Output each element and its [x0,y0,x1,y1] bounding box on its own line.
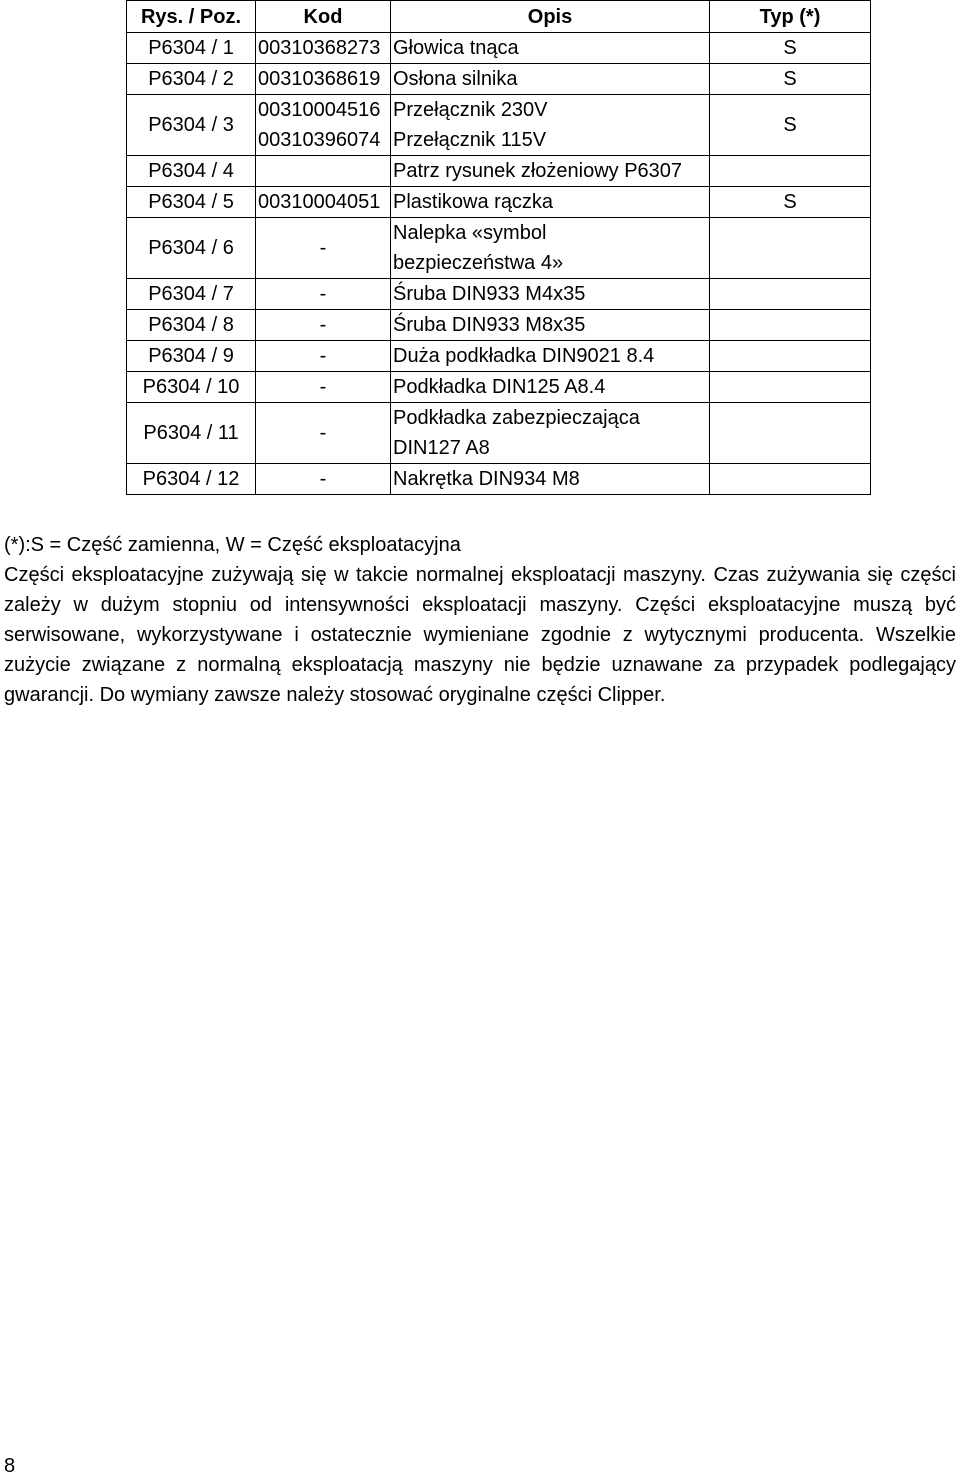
cell-kod [256,156,391,187]
table-row [127,95,871,156]
page-number: 8 [4,1455,16,1477]
opis-line-b: bezpieczeństwa 4» [393,252,564,274]
cell-poz: P6304 / 5 [127,187,256,218]
cell-typ: S [710,33,871,64]
cell-poz: P6304 / 12 [127,464,256,495]
cell-opis [391,218,710,279]
cell-poz: P6304 / 4 [127,156,256,187]
header-rys-poz: Rys. / Poz. [127,1,256,33]
cell-poz: P6304 / 2 [127,64,256,95]
opis-line-a: Przełącznik 230V [393,99,548,121]
cell-kod: - [256,310,391,341]
cell-kod: 00310368273 [256,33,391,64]
opis-line-a: Podkładka zabezpieczająca [393,407,640,429]
header-typ: Typ (*) [710,1,871,33]
header-kod: Kod [256,1,391,33]
kod-line-b: 00310396074 [258,129,381,151]
cell-opis [391,403,710,464]
cell-typ [710,341,871,372]
cell-kod: - [256,464,391,495]
cell-poz: P6304 / 3 [127,95,256,156]
cell-kod: - [256,403,391,464]
cell-poz: P6304 / 9 [127,341,256,372]
cell-typ [710,156,871,187]
footnote-section [0,530,960,710]
table-row [127,310,871,341]
cell-typ [710,279,871,310]
cell-kod: - [256,372,391,403]
cell-typ: S [710,187,871,218]
cell-typ [710,372,871,403]
table-row [127,187,871,218]
cell-kod [256,95,391,156]
cell-opis: Plastikowa rączka [391,187,710,218]
table-row [127,341,871,372]
cell-opis: Nakrętka DIN934 M8 [391,464,710,495]
table-row [127,279,871,310]
kod-line-a: 00310004516 [258,99,381,121]
cell-poz: P6304 / 8 [127,310,256,341]
cell-opis: Patrz rysunek złożeniowy P6307 [391,156,710,187]
cell-typ: S [710,64,871,95]
header-opis: Opis [391,1,710,33]
cell-poz: P6304 / 10 [127,372,256,403]
cell-opis: Podkładka DIN125 A8.4 [391,372,710,403]
cell-typ [710,310,871,341]
cell-poz: P6304 / 6 [127,218,256,279]
cell-opis: Głowica tnąca [391,33,710,64]
table-row [127,372,871,403]
cell-typ [710,218,871,279]
cell-kod: - [256,218,391,279]
cell-kod: - [256,341,391,372]
cell-opis: Śruba DIN933 M8x35 [391,310,710,341]
cell-kod: 00310004051 [256,187,391,218]
cell-kod: - [256,279,391,310]
parts-table [126,0,871,495]
opis-line-b: Przełącznik 115V [393,129,547,151]
table-row [127,33,871,64]
cell-typ: S [710,95,871,156]
cell-poz: P6304 / 11 [127,403,256,464]
table-row [127,156,871,187]
cell-typ [710,464,871,495]
table-header-row [127,1,871,33]
table-row [127,64,871,95]
table-row [127,218,871,279]
opis-line-b: DIN127 A8 [393,437,490,459]
wear-parts-paragraph: Części eksploatacyjne zużywają się w takcie normalnej eksploatacji maszyny. Czas zużywania się części zależy w dużym stopniu od intensywności eksploatacji maszyny. Części eksploatacyjne muszą być serwisowane, wykorzystywane i ostatecznie wymieniane zgodnie z wytycznymi producenta. Wszelkie zużycie związane z normalną eksploatacją maszyny nie będzie uznawane za przypadek podlegający gwarancji. Do wymiany zawsze należy stosować oryginalne części Clipper. [4,564,956,706]
table-row [127,403,871,464]
cell-opis: Osłona silnika [391,64,710,95]
table-row [127,464,871,495]
cell-poz: P6304 / 7 [127,279,256,310]
cell-poz: P6304 / 1 [127,33,256,64]
cell-opis [391,95,710,156]
cell-opis: Duża podkładka DIN9021 8.4 [391,341,710,372]
opis-line-a: Nalepka «symbol [393,222,547,244]
type-legend: (*):S = Część zamienna, W = Część eksploatacyjna [4,534,461,556]
cell-kod: 00310368619 [256,64,391,95]
cell-typ [710,403,871,464]
cell-opis: Śruba DIN933 M4x35 [391,279,710,310]
